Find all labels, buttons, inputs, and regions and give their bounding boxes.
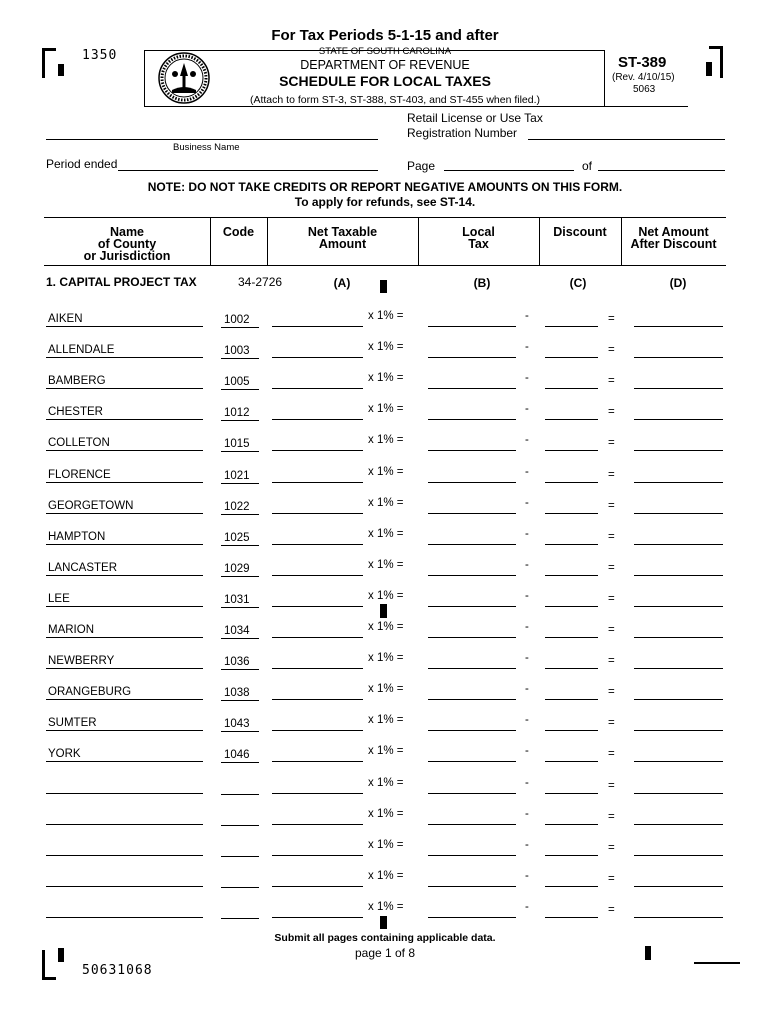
net-amount-field[interactable] (634, 886, 723, 887)
header-divider-left (144, 50, 145, 106)
table-row (0, 436, 770, 456)
discount-field[interactable] (545, 917, 598, 918)
discount-field[interactable] (545, 668, 598, 669)
jurisdiction-name-line[interactable] (46, 575, 203, 576)
minus-operator: - (525, 777, 529, 789)
minus-operator: - (525, 559, 529, 571)
retail-license-label: Retail License or Use Tax (407, 111, 543, 125)
table-row (0, 685, 770, 705)
state-seal (158, 52, 210, 104)
jurisdiction-code-line[interactable] (221, 918, 259, 919)
col-header-net-taxable: Net Taxable Amount (307, 225, 378, 251)
net-taxable-amount-field[interactable] (272, 824, 363, 825)
minus-operator: - (525, 310, 529, 322)
jurisdiction-code-line[interactable] (221, 545, 259, 546)
table-row (0, 499, 770, 519)
rate-operator: x 1% = (368, 839, 404, 851)
equals-operator: = (608, 655, 615, 667)
discount-field[interactable] (545, 357, 598, 358)
minus-operator: - (525, 870, 529, 882)
jurisdiction-code-line[interactable] (221, 700, 259, 701)
minus-operator: - (525, 497, 529, 509)
jurisdiction-code-line[interactable] (221, 731, 259, 732)
jurisdiction-code: 1043 (224, 718, 250, 730)
rate-operator: x 1% = (368, 870, 404, 882)
local-tax-field[interactable] (428, 419, 516, 420)
page-indicator: page 1 of 8 (354, 946, 416, 960)
discount-field[interactable] (545, 606, 598, 607)
tax-period-heading: For Tax Periods 5-1-15 and after (271, 27, 499, 44)
local-tax-field[interactable] (428, 482, 516, 483)
col-label-c: (C) (569, 276, 587, 290)
table-row (0, 747, 770, 767)
col-header-discount: Discount (553, 225, 607, 239)
col-header-name: Name of County or Jurisdiction (83, 225, 171, 263)
equals-operator: = (608, 344, 615, 356)
discount-field[interactable] (545, 419, 598, 420)
department-name: DEPARTMENT OF REVENUE (300, 58, 470, 72)
net-taxable-amount-field[interactable] (272, 699, 363, 700)
equals-operator: = (608, 531, 615, 543)
table-row (0, 405, 770, 425)
discount-field[interactable] (545, 388, 598, 389)
table-row (0, 623, 770, 643)
minus-operator: - (525, 621, 529, 633)
net-amount-field[interactable] (634, 575, 723, 576)
header-divider-right (604, 50, 605, 106)
rate-operator: x 1% = (368, 652, 404, 664)
page-total-field[interactable] (598, 170, 725, 171)
jurisdiction-code-line[interactable] (221, 887, 259, 888)
business-name-field[interactable] (46, 139, 378, 140)
minus-operator: - (525, 372, 529, 384)
jurisdiction-name-line[interactable] (46, 793, 203, 794)
net-taxable-amount-field[interactable] (272, 793, 363, 794)
table-row (0, 841, 770, 861)
net-amount-field[interactable] (634, 482, 723, 483)
jurisdiction-name: LEE (48, 593, 70, 605)
discount-field[interactable] (545, 575, 598, 576)
rate-operator: x 1% = (368, 683, 404, 695)
net-taxable-amount-field[interactable] (272, 886, 363, 887)
local-tax-field[interactable] (428, 326, 516, 327)
col-header-local-tax: Local Tax (462, 225, 495, 251)
local-tax-field[interactable] (428, 761, 516, 762)
table-row (0, 312, 770, 332)
period-ended-field[interactable] (118, 170, 378, 171)
net-taxable-amount-field[interactable] (272, 761, 363, 762)
section-code: 34-2726 (238, 275, 283, 289)
discount-field[interactable] (545, 699, 598, 700)
col-label-a: (A) (333, 276, 351, 290)
local-tax-field[interactable] (428, 388, 516, 389)
alignment-block-mid (380, 604, 387, 618)
net-amount-field[interactable] (634, 326, 723, 327)
discount-field[interactable] (545, 326, 598, 327)
table-row (0, 374, 770, 394)
net-taxable-amount-field[interactable] (272, 482, 363, 483)
net-taxable-amount-field[interactable] (272, 388, 363, 389)
local-tax-field[interactable] (428, 450, 516, 451)
equals-operator: = (608, 873, 615, 885)
alignment-block-section (380, 280, 387, 293)
jurisdiction-code-line[interactable] (221, 638, 259, 639)
equals-operator: = (608, 562, 615, 574)
net-amount-field[interactable] (634, 419, 723, 420)
net-taxable-amount-field[interactable] (272, 855, 363, 856)
period-ended-label: Period ended (46, 157, 118, 171)
equals-operator: = (608, 406, 615, 418)
equals-operator: = (608, 624, 615, 636)
rate-operator: x 1% = (368, 403, 404, 415)
jurisdiction-name-line[interactable] (46, 917, 203, 918)
jurisdiction-code: 1025 (224, 532, 250, 544)
alignment-block-footer (380, 916, 387, 929)
form-title: SCHEDULE FOR LOCAL TAXES (279, 73, 491, 89)
jurisdiction-name: CHESTER (48, 406, 103, 418)
minus-operator: - (525, 341, 529, 353)
jurisdiction-name-line[interactable] (46, 513, 203, 514)
note-warning: NOTE: DO NOT TAKE CREDITS OR REPORT NEGATIVE AMOUNTS ON THIS FORM. (147, 180, 623, 194)
discount-field[interactable] (545, 637, 598, 638)
jurisdiction-name-line[interactable] (46, 730, 203, 731)
net-taxable-amount-field[interactable] (272, 450, 363, 451)
jurisdiction-name: COLLETON (48, 437, 110, 449)
net-amount-field[interactable] (634, 761, 723, 762)
table-row (0, 779, 770, 799)
form-number: ST-389 (618, 54, 667, 71)
jurisdiction-code-line[interactable] (221, 514, 259, 515)
jurisdiction-code-line[interactable] (221, 794, 259, 795)
table-row (0, 468, 770, 488)
table-row (0, 654, 770, 674)
local-tax-field[interactable] (428, 855, 516, 856)
minus-operator: - (525, 652, 529, 664)
bottom-code: 50631068 (82, 963, 153, 978)
discount-field[interactable] (545, 513, 598, 514)
jurisdiction-code-line[interactable] (221, 669, 259, 670)
jurisdiction-name: ALLENDALE (48, 344, 115, 356)
jurisdiction-name-line[interactable] (46, 544, 203, 545)
jurisdiction-name-line[interactable] (46, 482, 203, 483)
registration-number-label: Registration Number (407, 126, 518, 140)
jurisdiction-name-line[interactable] (46, 761, 203, 762)
net-taxable-amount-field[interactable] (272, 668, 363, 669)
jurisdiction-code: 1031 (224, 594, 250, 606)
rate-operator: x 1% = (368, 341, 404, 353)
jurisdiction-code: 1036 (224, 656, 250, 668)
jurisdiction-name: LANCASTER (48, 562, 118, 574)
discount-field[interactable] (545, 761, 598, 762)
rate-operator: x 1% = (368, 901, 404, 913)
local-tax-field[interactable] (428, 513, 516, 514)
net-taxable-amount-field[interactable] (272, 544, 363, 545)
jurisdiction-name: BAMBERG (48, 375, 106, 387)
net-taxable-amount-field[interactable] (272, 357, 363, 358)
rate-operator: x 1% = (368, 497, 404, 509)
jurisdiction-code-line[interactable] (221, 856, 259, 857)
corner-mark-bottom-left (42, 950, 56, 980)
jurisdiction-code: 1021 (224, 470, 250, 482)
minus-operator: - (525, 403, 529, 415)
jurisdiction-name: MARION (48, 624, 94, 636)
rate-operator: x 1% = (368, 466, 404, 478)
discount-field[interactable] (545, 450, 598, 451)
business-name-label: Business Name (173, 142, 240, 153)
net-taxable-amount-field[interactable] (272, 513, 363, 514)
corner-mark-top-left (42, 48, 56, 78)
discount-field[interactable] (545, 482, 598, 483)
alignment-block-bottom-right (645, 946, 651, 960)
table-top-rule (44, 217, 726, 218)
net-amount-field[interactable] (634, 637, 723, 638)
col-header-code: Code (222, 225, 255, 239)
net-taxable-amount-field[interactable] (272, 606, 363, 607)
jurisdiction-name-line[interactable] (46, 824, 203, 825)
local-tax-field[interactable] (428, 886, 516, 887)
net-amount-field[interactable] (634, 824, 723, 825)
rate-operator: x 1% = (368, 372, 404, 384)
net-amount-field[interactable] (634, 668, 723, 669)
jurisdiction-code: 1038 (224, 687, 250, 699)
table-row (0, 561, 770, 581)
minus-operator: - (525, 434, 529, 446)
equals-operator: = (608, 375, 615, 387)
equals-operator: = (608, 811, 615, 823)
net-amount-field[interactable] (634, 357, 723, 358)
page-label: Page (407, 159, 436, 173)
net-amount-field[interactable] (634, 388, 723, 389)
col-label-b: (B) (473, 276, 491, 290)
jurisdiction-code-line[interactable] (221, 607, 259, 608)
discount-field[interactable] (545, 855, 598, 856)
jurisdiction-name: ORANGEBURG (48, 686, 132, 698)
jurisdiction-name-line[interactable] (46, 357, 203, 358)
net-amount-field[interactable] (634, 793, 723, 794)
equals-operator: = (608, 500, 615, 512)
jurisdiction-code: 1003 (224, 345, 250, 357)
net-amount-field[interactable] (634, 513, 723, 514)
equals-operator: = (608, 686, 615, 698)
jurisdiction-name: YORK (48, 748, 81, 760)
alignment-block-top-left (58, 64, 64, 76)
section-title: 1. CAPITAL PROJECT TAX (46, 275, 197, 289)
rate-operator: x 1% = (368, 434, 404, 446)
rate-operator: x 1% = (368, 777, 404, 789)
jurisdiction-code-line[interactable] (221, 327, 259, 328)
jurisdiction-code-line[interactable] (221, 451, 259, 452)
local-tax-field[interactable] (428, 917, 516, 918)
jurisdiction-name: SUMTER (48, 717, 97, 729)
net-amount-field[interactable] (634, 544, 723, 545)
attach-note: (Attach to form ST-3, ST-388, ST-403, and ST-455 when filed.) (249, 94, 541, 106)
equals-operator: = (608, 593, 615, 605)
rate-operator: x 1% = (368, 714, 404, 726)
table-row (0, 872, 770, 892)
page-number-field[interactable] (444, 170, 574, 171)
equals-operator: = (608, 904, 615, 916)
jurisdiction-name-line[interactable] (46, 419, 203, 420)
local-tax-field[interactable] (428, 699, 516, 700)
rate-operator: x 1% = (368, 528, 404, 540)
jurisdiction-code-line[interactable] (221, 358, 259, 359)
minus-operator: - (525, 683, 529, 695)
bottom-right-rule (694, 962, 740, 964)
col-divider-1 (210, 217, 211, 265)
jurisdiction-name-line[interactable] (46, 637, 203, 638)
alignment-block-top-right (706, 62, 712, 76)
registration-number-field[interactable] (528, 139, 725, 140)
jurisdiction-name-line[interactable] (46, 388, 203, 389)
minus-operator: - (525, 590, 529, 602)
jurisdiction-code-line[interactable] (221, 389, 259, 390)
local-tax-field[interactable] (428, 606, 516, 607)
header-left-rule (144, 50, 604, 51)
local-tax-field[interactable] (428, 793, 516, 794)
equals-operator: = (608, 780, 615, 792)
local-tax-field[interactable] (428, 357, 516, 358)
jurisdiction-code: 1015 (224, 438, 250, 450)
rate-operator: x 1% = (368, 621, 404, 633)
net-amount-field[interactable] (634, 855, 723, 856)
local-tax-field[interactable] (428, 668, 516, 669)
minus-operator: - (525, 901, 529, 913)
net-amount-field[interactable] (634, 699, 723, 700)
jurisdiction-code-line[interactable] (221, 762, 259, 763)
net-taxable-amount-field[interactable] (272, 326, 363, 327)
rate-operator: x 1% = (368, 745, 404, 757)
equals-operator: = (608, 437, 615, 449)
jurisdiction-code-line[interactable] (221, 420, 259, 421)
jurisdiction-name-line[interactable] (46, 326, 203, 327)
jurisdiction-name: GEORGETOWN (48, 500, 134, 512)
net-amount-field[interactable] (634, 917, 723, 918)
net-amount-field[interactable] (634, 730, 723, 731)
col-divider-4 (539, 217, 540, 265)
discount-field[interactable] (545, 793, 598, 794)
table-header-rule (44, 265, 726, 266)
jurisdiction-name: AIKEN (48, 313, 83, 325)
table-row (0, 343, 770, 363)
net-taxable-amount-field[interactable] (272, 419, 363, 420)
header-bottom-rule (144, 106, 688, 107)
page-of-label: of (582, 159, 593, 173)
equals-operator: = (608, 748, 615, 760)
discount-field[interactable] (545, 730, 598, 731)
jurisdiction-code-line[interactable] (221, 825, 259, 826)
jurisdiction-name-line[interactable] (46, 699, 203, 700)
minus-operator: - (525, 839, 529, 851)
footer-note: Submit all pages containing applicable data. (274, 932, 496, 944)
col-label-d: (D) (669, 276, 687, 290)
minus-operator: - (525, 528, 529, 540)
jurisdiction-code: 1029 (224, 563, 250, 575)
jurisdiction-code: 1034 (224, 625, 250, 637)
jurisdiction-name-line[interactable] (46, 855, 203, 856)
minus-operator: - (525, 466, 529, 478)
net-taxable-amount-field[interactable] (272, 637, 363, 638)
local-tax-field[interactable] (428, 824, 516, 825)
equals-operator: = (608, 469, 615, 481)
rate-operator: x 1% = (368, 590, 404, 602)
top-code: 1350 (82, 48, 118, 63)
jurisdiction-name: HAMPTON (48, 531, 106, 543)
minus-operator: - (525, 714, 529, 726)
revision-code: 5063 (633, 84, 656, 95)
discount-field[interactable] (545, 886, 598, 887)
local-tax-field[interactable] (428, 575, 516, 576)
equals-operator: = (608, 842, 615, 854)
table-row (0, 810, 770, 830)
local-tax-field[interactable] (428, 637, 516, 638)
net-taxable-amount-field[interactable] (272, 575, 363, 576)
rate-operator: x 1% = (368, 310, 404, 322)
rate-operator: x 1% = (368, 808, 404, 820)
note-refunds: To apply for refunds, see ST-14. (294, 195, 476, 209)
table-row (0, 716, 770, 736)
jurisdiction-code-line[interactable] (221, 483, 259, 484)
jurisdiction-code: 1022 (224, 501, 250, 513)
jurisdiction-code: 1005 (224, 376, 250, 388)
jurisdiction-code: 1046 (224, 749, 250, 761)
alignment-block-bottom-left (58, 948, 64, 962)
jurisdiction-name-line[interactable] (46, 886, 203, 887)
table-row (0, 530, 770, 550)
discount-field[interactable] (545, 544, 598, 545)
state-name: STATE OF SOUTH CAROLINA (318, 46, 452, 57)
col-header-net-amount: Net Amount After Discount (630, 225, 717, 251)
net-amount-field[interactable] (634, 606, 723, 607)
minus-operator: - (525, 745, 529, 757)
jurisdiction-name-line[interactable] (46, 450, 203, 451)
equals-operator: = (608, 313, 615, 325)
local-tax-field[interactable] (428, 730, 516, 731)
net-taxable-amount-field[interactable] (272, 730, 363, 731)
jurisdiction-code: 1002 (224, 314, 250, 326)
jurisdiction-name-line[interactable] (46, 668, 203, 669)
jurisdiction-code: 1012 (224, 407, 250, 419)
rate-operator: x 1% = (368, 559, 404, 571)
jurisdiction-name: FLORENCE (48, 469, 111, 481)
jurisdiction-name: NEWBERRY (48, 655, 115, 667)
equals-operator: = (608, 717, 615, 729)
local-tax-field[interactable] (428, 544, 516, 545)
jurisdiction-name-line[interactable] (46, 606, 203, 607)
net-amount-field[interactable] (634, 450, 723, 451)
jurisdiction-code-line[interactable] (221, 576, 259, 577)
discount-field[interactable] (545, 824, 598, 825)
net-taxable-amount-field[interactable] (272, 917, 363, 918)
minus-operator: - (525, 808, 529, 820)
revision-date: (Rev. 4/10/15) (612, 72, 675, 83)
